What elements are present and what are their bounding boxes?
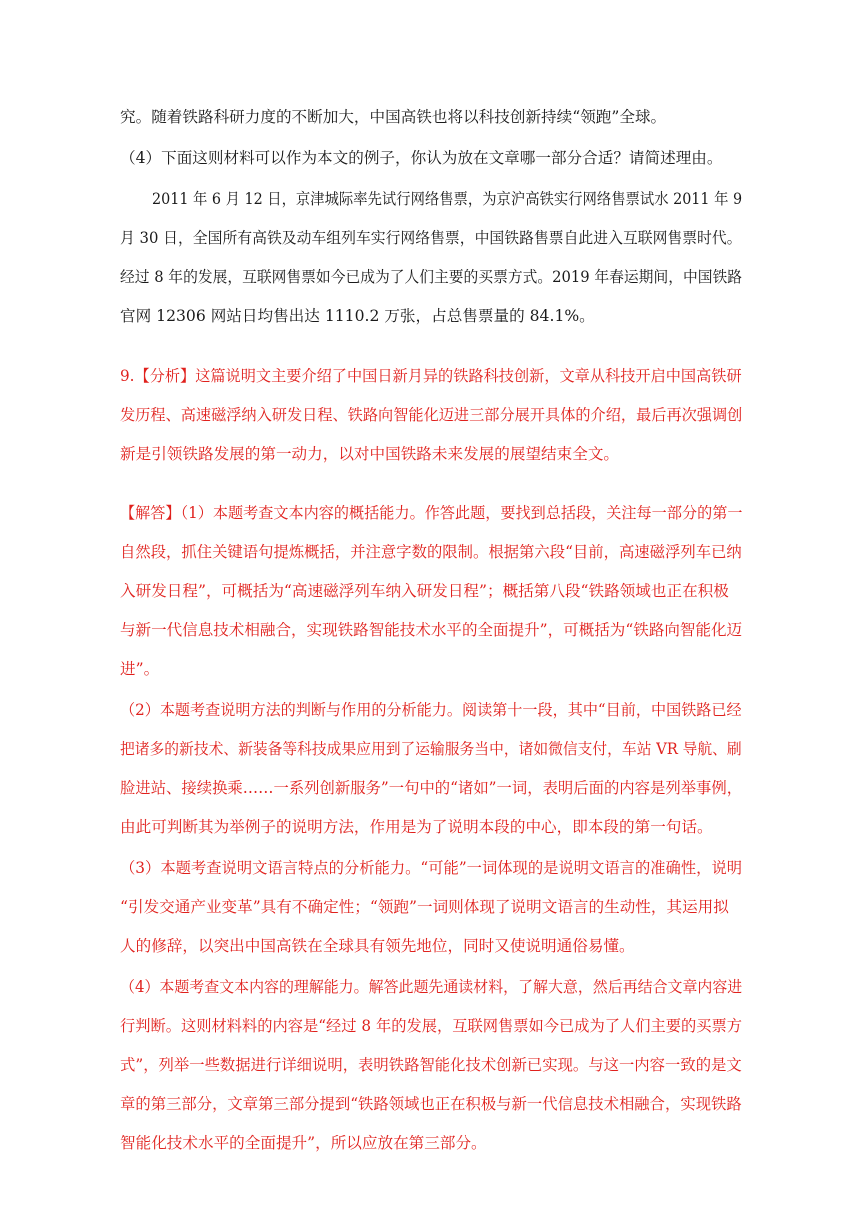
answer-line: 自然段，抓住关键语句提炼概括，并注意字数的限制。根据第六段“目前，高速磁浮列车已纳 <box>120 543 742 561</box>
material-line: 经过 8 年的发展，互联网售票如今已成为了人们主要的买票方式。2019 年春运期间，中国铁路 <box>120 268 743 286</box>
answer-line: 人的修辞，以突出中国高铁在全球具有领先地位，同时又使说明通俗易懂。 <box>120 937 635 955</box>
answer-line: （4）本题考查文本内容的理解能力。解答此题先通读材料，了解大意，然后再结合文章内容进 <box>120 978 743 996</box>
material-line: 官网 12306 网站日均售出达 1110.2 万张，占总售票量的 84.1%。 <box>120 307 595 325</box>
answer-line: 行判断。这则材料料的内容是“经过 8 年的发展，互联网售票如今已成为了人们主要的买票方 <box>120 1017 742 1035</box>
answer-line: 入研发日程”，可概括为“高速磁浮列车纳入研发日程”；概括第八段“铁路领域也正在积极 <box>120 582 729 600</box>
answer-line: 脸进站、接续换乘……一系列创新服务”一句中的“诸如”一词，表明后面的内容是列举事例， <box>120 779 743 797</box>
question-4-prompt: （4）下面这则材料可以作为本文的例子，你认为放在文章哪一部分合适？请简述理由。 <box>120 149 723 167</box>
answer-line: （3）本题考查说明文语言特点的分析能力。“可能”一词体现的是说明文语言的准确性，说明 <box>120 859 743 877</box>
answer-line: 由此可判断其为举例子的说明方法，作用是为了说明本段的中心，即本段的第一句话。 <box>120 818 713 836</box>
question-line: 究。随着铁路科研力度的不断加大，中国高铁也将以科技创新持续“领跑”全球。 <box>120 108 667 126</box>
material-line: 2011 年 6 月 12 日，京津城际率先试行网络售票，为京沪高铁实行网络售票试水 2011 年 9 <box>152 190 743 208</box>
answer-line: 智能化技术水平的全面提升”，所以应放在第三部分。 <box>120 1134 487 1152</box>
answer-line: 与新一代信息技术相融合，实现铁路智能技术水平的全面提升”，可概括为“铁路向智能化迈 <box>120 621 743 639</box>
answer-line: （2）本题考查说明方法的判断与作用的分析能力。阅读第十一段，其中“目前，中国铁路已经 <box>120 701 742 719</box>
material-line: 月 30 日，全国所有高铁及动车组列车实行网络售票，中国铁路售票自此进入互联网售票时代。 <box>120 229 742 247</box>
answer-line: “引发交通产业变革”具有不确定性；“领跑”一词则体现了说明文语言的生动性，其运用拟 <box>120 898 729 916</box>
answer-line: 进”。 <box>120 660 160 678</box>
analysis-line: 发历程、高速磁浮纳入研发日程、铁路向智能化迈进三部分展开具体的介绍，最后再次强调创 <box>120 406 743 424</box>
answer-line: 章的第三部分，文章第三部分提到“铁路领域也正在积极与新一代信息技术相融合，实现铁路 <box>120 1095 742 1113</box>
answer-line: 把诸多的新技术、新装备等科技成果应用到了运输服务当中，诸如微信支付，车站 VR 导航、刷 <box>120 740 742 758</box>
analysis-line: 新是引领铁路发展的第一动力，以对中国铁路未来发展的展望结束全文。 <box>120 445 620 463</box>
analysis-line: 9.【分析】这篇说明文主要介绍了中国日新月异的铁路科技创新，文章从科技开启中国高铁研 <box>120 367 742 385</box>
answer-line: 【解答】（1）本题考查文本内容的概括能力。作答此题，要找到总括段，关注每一部分的第一 <box>120 504 743 522</box>
answer-line: 式”，列举一些数据进行详细说明，表明铁路智能化技术创新已实现。与这一内容一致的是文 <box>120 1056 742 1074</box>
